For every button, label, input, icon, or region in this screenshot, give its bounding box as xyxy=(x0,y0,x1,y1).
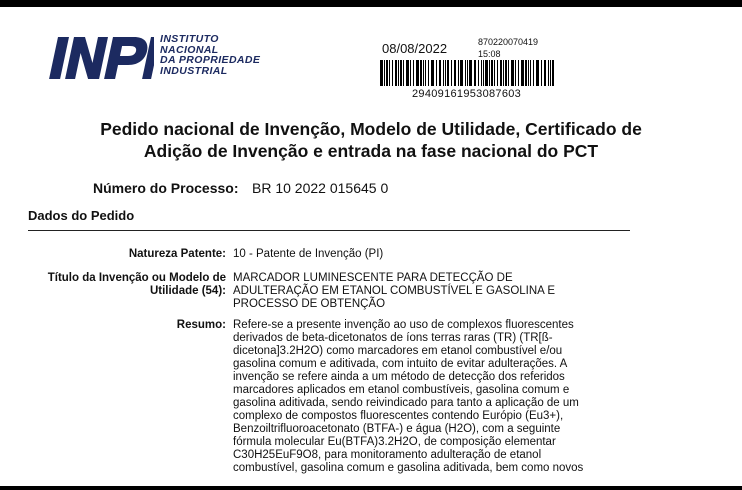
barcode-bar xyxy=(406,60,409,86)
titulo-value-line: MARCADOR LUMINESCENTE PARA DETECÇÃO DE xyxy=(233,272,513,284)
barcode-bar xyxy=(447,60,449,86)
barcode-bar xyxy=(525,60,527,86)
barcode-bar xyxy=(439,60,441,86)
barcode-bar xyxy=(478,60,479,86)
resumo-line: invenção se refere ainda a um método de detecção dos referidos xyxy=(233,371,565,383)
resumo-line: Benzoiltrifluoroacetonato (BTFA-) e água (H2O), com a seguinte xyxy=(233,423,561,435)
barcode-bar xyxy=(416,60,419,86)
protocol-time: 15:08 xyxy=(478,49,501,59)
barcode-bar xyxy=(494,60,495,86)
document-title xyxy=(30,118,712,162)
barcode-bar xyxy=(420,60,422,86)
barcode-bar xyxy=(425,60,426,86)
barcode-bar xyxy=(410,60,411,86)
barcode-bar xyxy=(395,60,397,86)
barcode-bar xyxy=(445,60,446,86)
barcode-bar xyxy=(467,60,468,86)
barcode-bar xyxy=(503,60,504,86)
barcode-bar xyxy=(469,60,472,86)
titulo-value xyxy=(233,272,633,311)
barcode-bar xyxy=(465,60,466,86)
barcode-bar xyxy=(386,60,388,86)
titulo-label-line: Utilidade (54): xyxy=(149,285,226,297)
natureza-label: Natureza Patente: xyxy=(128,248,226,260)
resumo-line: gasolina aditivada, sendo reivindicado para tanto a aplicação de um xyxy=(233,397,579,409)
barcode-bar xyxy=(443,60,444,86)
titulo-value-line: PROCESSO DE OBTENÇÃO xyxy=(233,298,386,310)
barcode-bar xyxy=(489,60,490,86)
barcode-bar xyxy=(474,60,476,86)
barcode-bar xyxy=(536,60,539,86)
inpi-logo-mark xyxy=(48,37,154,79)
resumo-value xyxy=(233,319,633,475)
barcode-bar xyxy=(515,60,516,86)
barcode-bar xyxy=(500,60,502,86)
barcode-bar xyxy=(508,60,509,86)
resumo-line: combustível, gasolina comum e gasolina aditivada, bem como novos xyxy=(233,462,584,474)
barcode-bar xyxy=(398,60,399,86)
barcode-bar xyxy=(511,60,514,86)
resumo-label: Resumo: xyxy=(176,319,226,331)
document-title-line: Adição de Invenção e entrada na fase nacional do PCT xyxy=(143,141,599,161)
barcode-bar xyxy=(544,60,546,86)
resumo-line: marcadores aplicados em etanol combustíveis, gasolina comum e xyxy=(233,384,570,396)
barcode-bar xyxy=(423,60,424,86)
barcode-bar xyxy=(518,60,519,86)
natureza-value: 10 - Patente de Invenção (PI) xyxy=(233,248,384,260)
logo-text-line: NACIONAL xyxy=(160,43,219,56)
document-title-line: Pedido nacional de Invenção, Modelo de Utilidade, Certificado de xyxy=(100,119,642,139)
barcode-bar xyxy=(528,60,529,86)
barcode-bar xyxy=(483,60,484,86)
barcode-bar xyxy=(541,60,542,86)
filing-date: 08/08/2022 xyxy=(382,41,448,56)
resumo-line: gasolina comum e aditivada, com intuito de evitar adulterações. A xyxy=(233,358,568,370)
titulo-label xyxy=(28,272,226,298)
barcode-bar xyxy=(454,60,456,86)
barcode-bar xyxy=(552,60,554,86)
resumo-line: derivados de beta-dicetonatos de íons terras raras (TR) (TR[ß- xyxy=(233,332,553,344)
barcode-number: 29409161953087603 xyxy=(412,88,522,100)
barcode-bar xyxy=(460,60,463,86)
bottom-border xyxy=(0,486,742,490)
barcode-bar xyxy=(403,60,404,86)
top-border xyxy=(0,0,742,7)
resumo-line: Refere-se a presente invenção ao uso de complexos fluorescentes xyxy=(233,319,574,331)
barcode-bar xyxy=(431,60,434,86)
barcode-bar xyxy=(505,60,507,86)
inpi-logo xyxy=(48,34,278,82)
barcode-bar xyxy=(458,60,459,86)
section-title: Dados do Pedido xyxy=(28,208,135,223)
barcode xyxy=(380,60,558,86)
barcode-bar xyxy=(548,60,549,86)
protocol-number: 870220070419 xyxy=(478,37,539,47)
barcode-bar xyxy=(380,60,383,86)
titulo-label-line: Título da Invenção ou Modelo de xyxy=(47,272,226,284)
barcode-bar xyxy=(428,60,429,86)
barcode-bar xyxy=(413,60,414,86)
barcode-bar xyxy=(384,60,385,86)
barcode-bar xyxy=(533,60,534,86)
barcode-bar xyxy=(389,60,390,86)
logo-text-line: INSTITUTO xyxy=(160,33,219,45)
titulo-value-line: ADULTERAÇÃO EM ETANOL COMBUSTÍVEL E GASOLINA E xyxy=(233,285,556,297)
resumo-line: C30H25EuF9O8, para monitoramento adulteração de etanol xyxy=(233,449,542,461)
resumo-line: fórmula molecular Eu(BTFA)3.2H2O, de composição elementar xyxy=(233,436,556,448)
barcode-bar xyxy=(436,60,437,86)
barcode-bar xyxy=(485,60,488,86)
resumo-line: complexo de compostos fluorescentes contendo Európio (Eu3+), xyxy=(233,410,564,422)
barcode-bar xyxy=(530,60,531,86)
barcode-bar xyxy=(491,60,493,86)
barcode-bar xyxy=(451,60,452,86)
resumo-line: dicetona]3.2H2O) como marcadores em etanol combustível e/ou xyxy=(233,345,563,357)
process-number-value: BR 10 2022 015645 0 xyxy=(252,180,389,196)
barcode-bar xyxy=(521,60,524,86)
barcode-bar xyxy=(550,60,551,86)
section-divider xyxy=(28,230,630,231)
barcode-bar xyxy=(392,60,393,86)
barcode-bar xyxy=(400,60,402,86)
barcode-bar xyxy=(481,60,482,86)
barcode-bar xyxy=(497,60,498,86)
logo-text-line: DA PROPRIEDADE xyxy=(160,54,261,66)
logo-text-line: INDUSTRIAL xyxy=(160,64,228,77)
process-number-label: Número do Processo: xyxy=(93,180,239,196)
